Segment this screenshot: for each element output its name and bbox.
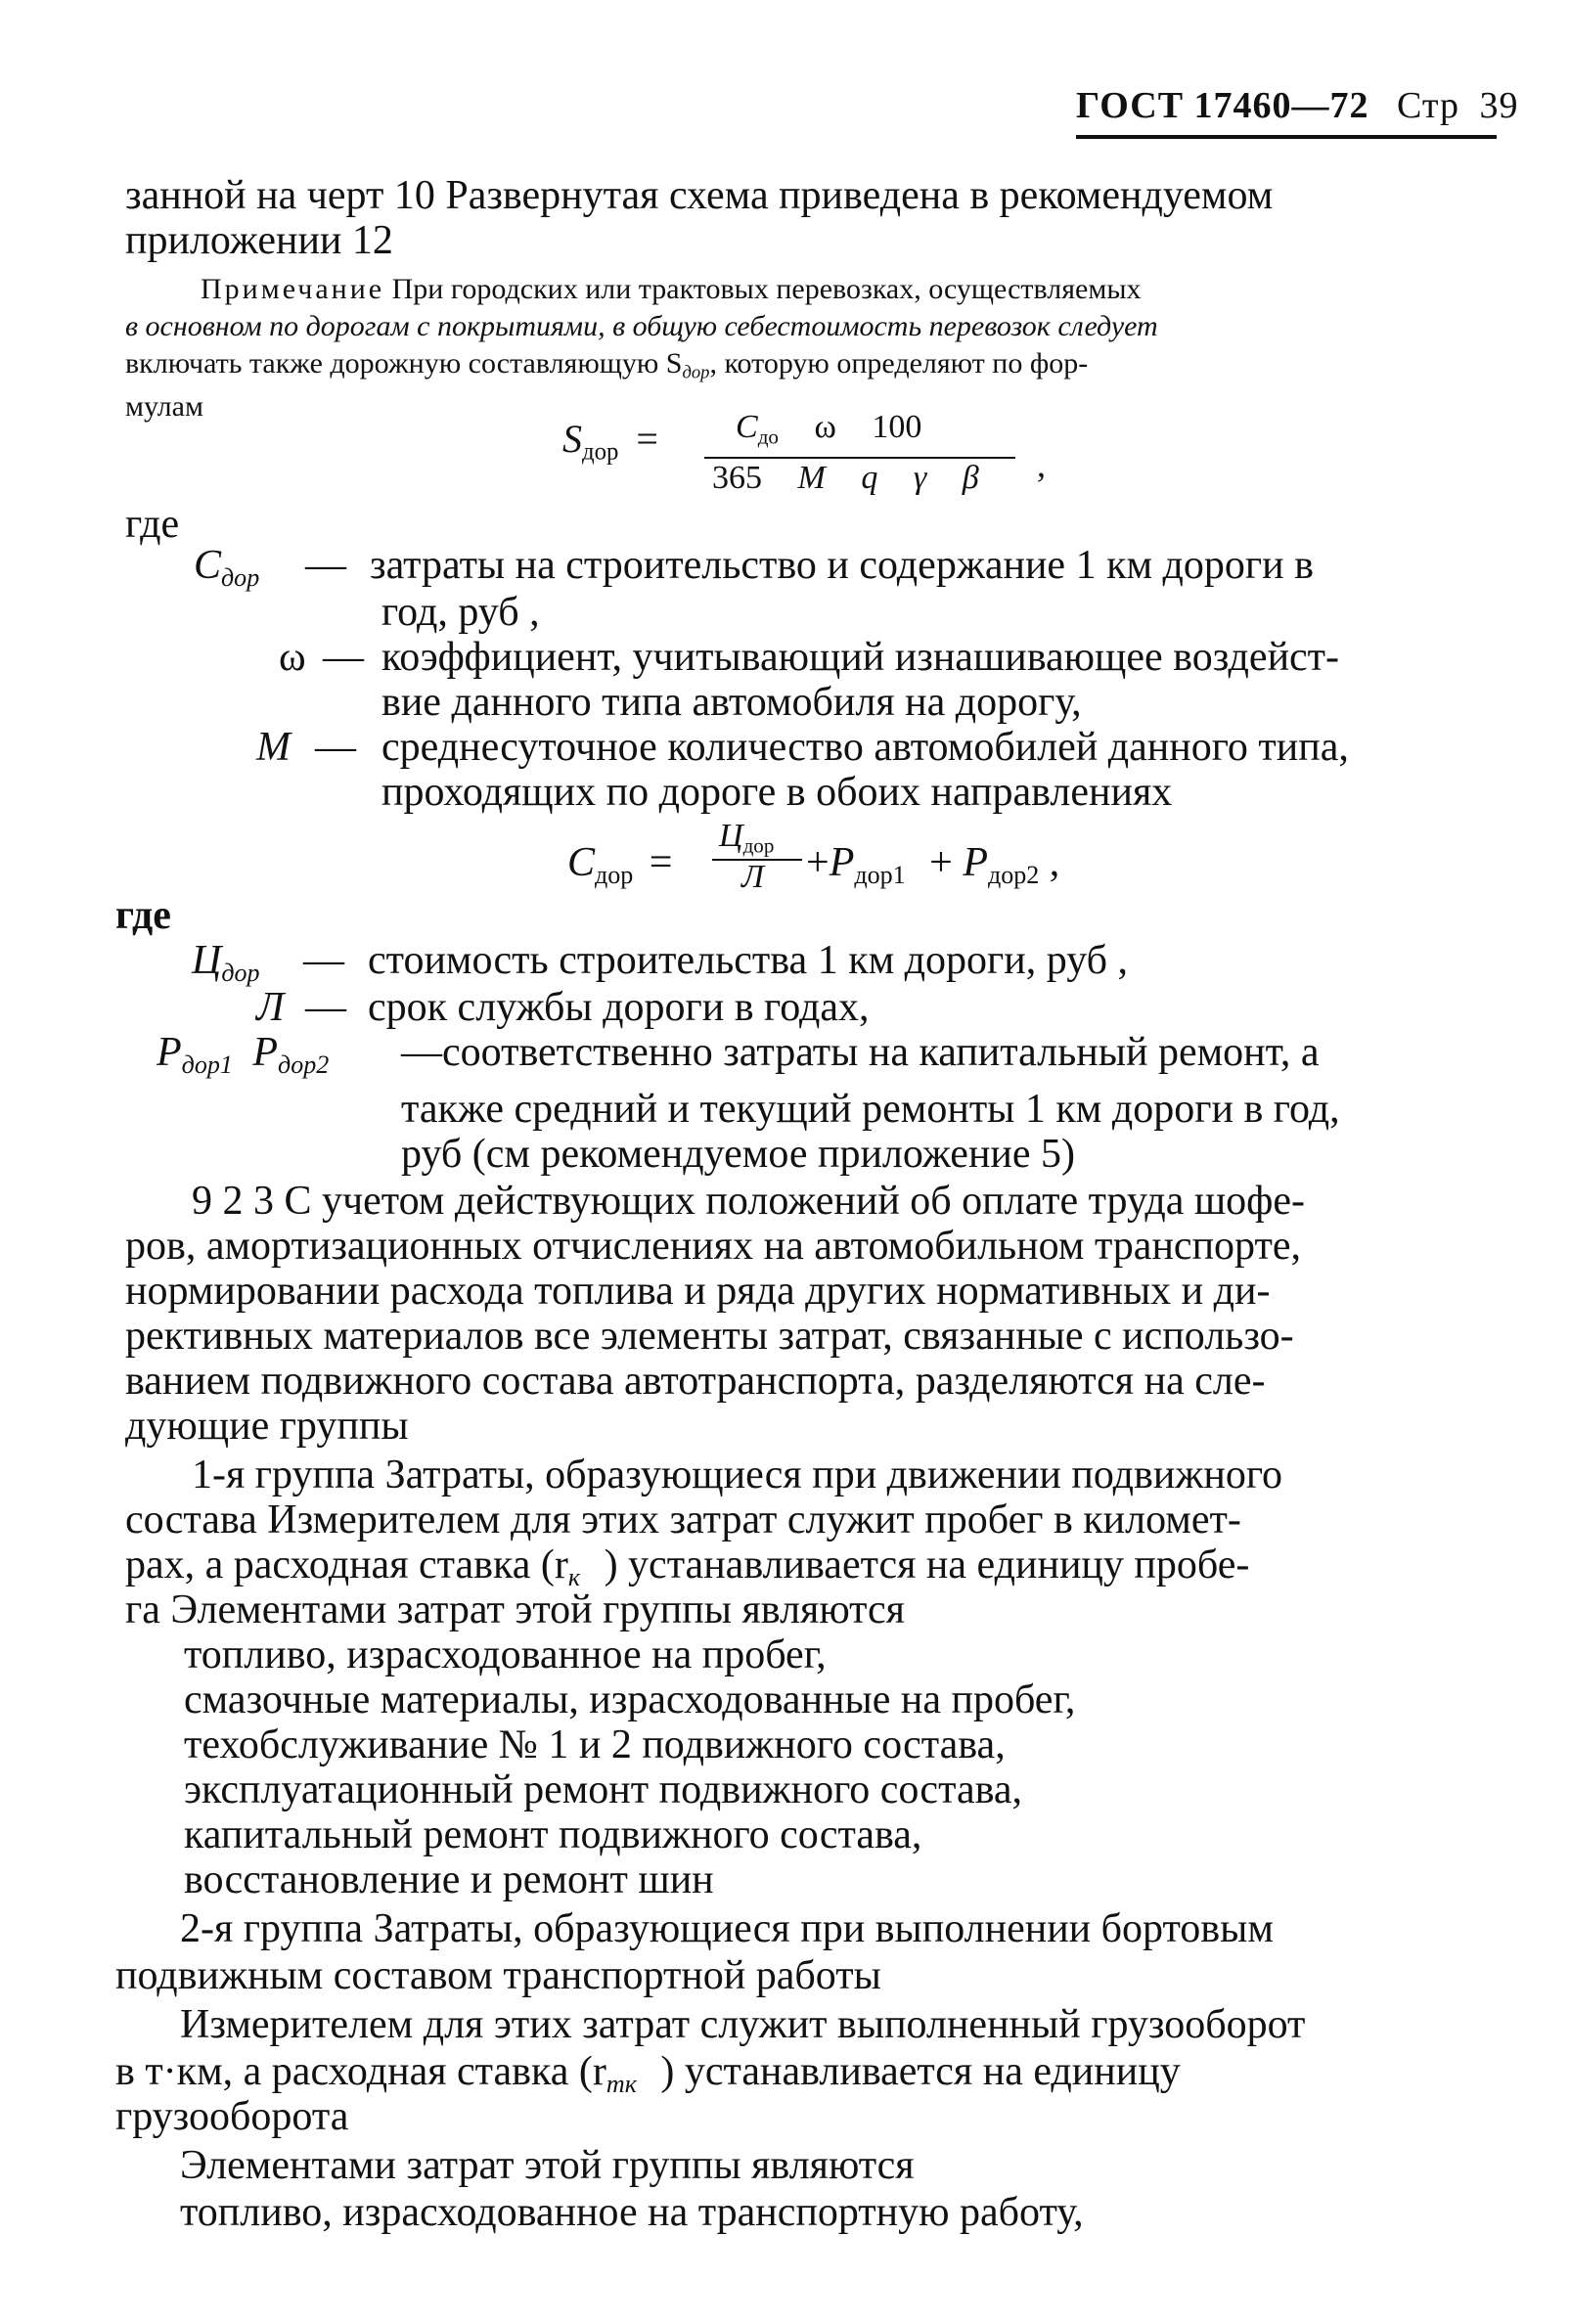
- list-item: восстановление и ремонт шин: [184, 1857, 714, 1902]
- paragraph-line: нормировании расхода топлива и ряда других нормативных и ди-: [125, 1269, 1271, 1314]
- group2-line: подвижным составом транспортной работы: [115, 1953, 881, 1998]
- def-term-tsdor: $Ц_{дор}$: [192, 938, 260, 987]
- where-label: где: [125, 502, 180, 547]
- list-item: топливо, израсходованное на пробег,: [184, 1632, 827, 1677]
- paragraph-line: ванием подвижного состава автотранспорта, разделяются на сле-: [125, 1359, 1266, 1404]
- formula2-denominator: Л: [741, 859, 765, 895]
- list-item: смазочные материалы, израсходованные на пробег,: [184, 1677, 1076, 1722]
- group1-line: состава Измерителем для этих затрат служит пробег в километ-: [125, 1497, 1241, 1542]
- formula-tail: ,: [1037, 445, 1046, 484]
- page-header: [1076, 84, 1518, 127]
- paragraph-line: ров, амортизационных отчислениях на автомобильном транспорте,: [125, 1224, 1301, 1269]
- paragraph-line: рективных материалов все элементы затрат, связанные с использо-: [125, 1314, 1294, 1359]
- def-dash: —: [305, 543, 346, 588]
- fraction-bar: [704, 457, 1015, 459]
- def-dash: —: [305, 985, 346, 1030]
- group2-line: Элементами затрат этой группы являются: [180, 2143, 915, 2188]
- def-text: срок службы дороги в годах,: [368, 985, 870, 1030]
- note-line: в основном по дорогам с покрытиями, в общую себестоимость перевозок следует: [125, 310, 1158, 342]
- group1-line: 1-я группа Затраты, образующиеся при движении подвижного: [192, 1452, 1283, 1497]
- header-rule: [1076, 135, 1497, 139]
- def-term-omega: ω: [279, 635, 306, 680]
- formula-numerator: $C_{до}$ ω 100: [736, 409, 922, 449]
- group2-line: грузооборота: [115, 2094, 349, 2139]
- def-dash: —: [303, 938, 344, 983]
- where-label: где: [115, 893, 171, 938]
- intro-line: приложении 12: [125, 218, 393, 263]
- page-label: Стр: [1397, 85, 1459, 126]
- group2-line: 2-я группа Затраты, образующиеся при выполнении бортовым: [180, 1906, 1274, 1951]
- formula2-numerator: $Ц_{дор}$: [719, 818, 775, 858]
- list-item: капитальный ремонт подвижного состава,: [184, 1812, 922, 1857]
- group1-line: рах, а расходная ставка ($r_к$ ) устанавливается на единицу пробе-: [125, 1542, 1250, 1591]
- def-text: также средний и текущий ремонты 1 км дороги в год,: [401, 1087, 1340, 1132]
- def-text: —соответственно затраты на капитальный ремонт, а: [401, 1030, 1320, 1075]
- page-number: 39: [1479, 85, 1519, 126]
- note-line: включать также дорожную составляющую $S_{дор}$, которую определяют по фор-: [125, 347, 1089, 383]
- paragraph-line: дующие группы: [125, 1404, 409, 1449]
- def-text: руб (см рекомендуемое приложение 5): [401, 1132, 1076, 1177]
- standard-number: ГОСТ 17460—72: [1076, 85, 1369, 126]
- def-dash: —: [323, 635, 364, 680]
- formula-denominator: 365 M q γ β: [712, 460, 979, 496]
- def-text: проходящих по дороге в обоих направлениях: [381, 770, 1173, 815]
- list-item: техобслуживание № 1 и 2 подвижного состава,: [184, 1722, 1006, 1767]
- note-line: Примечание При городских или трактовых перевозках, осуществляемых: [201, 273, 1142, 305]
- group2-line: топливо, израсходованное на транспортную работу,: [180, 2190, 1084, 2235]
- def-dash: —: [315, 725, 356, 770]
- paragraph-line: 9 2 3 С учетом действующих положений об оплате труда шофе-: [192, 1179, 1306, 1224]
- def-term-pdor: $P_{дор1}$ $P_{дор2}$: [157, 1030, 330, 1079]
- group2-line: в т·км, а расходная ставка ($r_{тк}$ ) устанавливается на единицу: [115, 2049, 1181, 2098]
- list-item: эксплуатационный ремонт подвижного состава,: [184, 1767, 1023, 1812]
- def-text: среднесуточное количество автомобилей данного типа,: [381, 725, 1349, 770]
- intro-line: занной на черт 10 Развернутая схема приведена в рекомендуемом: [125, 173, 1274, 218]
- def-text: год, руб ,: [381, 590, 540, 635]
- group2-line: Измерителем для этих затрат служит выполненный грузооборот: [180, 2002, 1306, 2047]
- formula-sdor: $S_{дор}$ =: [562, 417, 658, 466]
- formula-cdor: $C_{дор}$ =: [567, 840, 673, 889]
- def-text: стоимость строительства 1 км дороги, руб ,: [368, 938, 1129, 983]
- def-text: затраты на строительство и содержание 1 км дороги в: [370, 543, 1314, 588]
- def-term-cdor: $C_{дор}$: [194, 543, 260, 592]
- def-term-l: Л: [256, 985, 285, 1030]
- def-term-m: M: [256, 725, 291, 770]
- formula2-terms: $+P_{дор1} + P_{дор2}$ ,: [806, 840, 1060, 889]
- note-label: Примечание: [201, 273, 385, 305]
- group1-line: га Элементами затрат этой группы являются: [125, 1587, 905, 1632]
- def-text: вие данного типа автомобиля на дорогу,: [381, 680, 1082, 725]
- def-text: коэффициент, учитывающий изнашивающее воздейст-: [381, 635, 1340, 680]
- note-line: мулам: [125, 390, 203, 423]
